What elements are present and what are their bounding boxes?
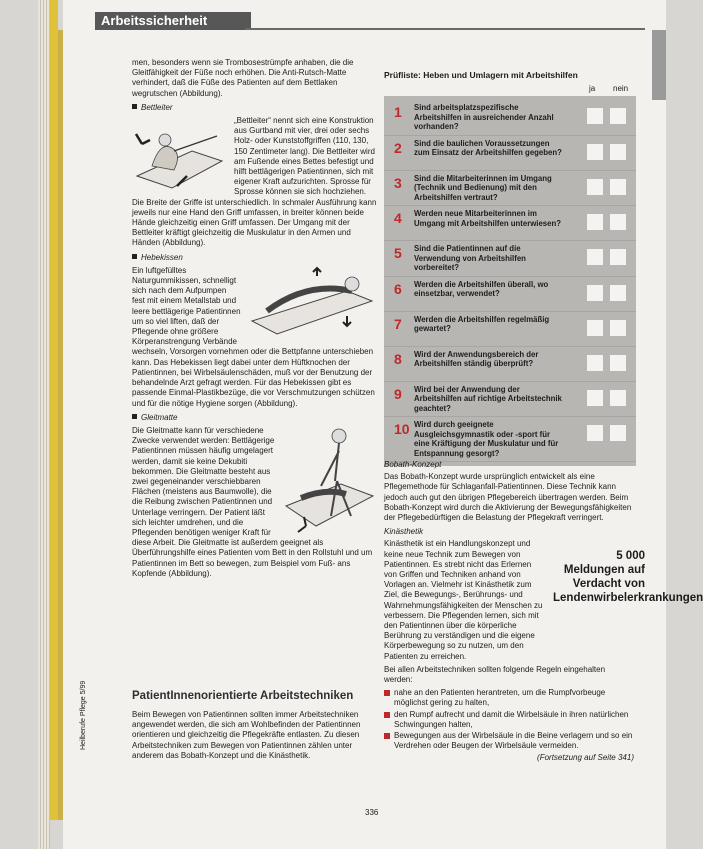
yes-checkbox[interactable] — [587, 249, 603, 265]
question-text: Sind die Mitarbeiterinnen im Umgang (Technik und Bedienung) mit den Arbeitshilfen vertraut? — [414, 173, 552, 202]
subheading-hebekissen: Hebekissen — [132, 253, 377, 263]
no-checkbox[interactable] — [610, 425, 626, 441]
question-text: Sind die baulichen Voraussetzungen zum Einsatz der Arbeitshilfen gegeben? — [414, 138, 562, 157]
title-rule — [245, 28, 645, 30]
question-text: Wird der Anwendungsbereich der Arbeitshilfen ständig überprüft? — [414, 349, 539, 368]
lifting-cushion-illustration — [247, 266, 377, 338]
yes-checkbox[interactable] — [587, 144, 603, 160]
slide-mat-illustration — [281, 426, 377, 536]
yes-checkbox[interactable] — [587, 425, 603, 441]
right-edge-tab — [652, 30, 666, 100]
column-yes: ja — [589, 84, 596, 93]
continued-note: (Fortsetzung auf Seite 341) — [537, 753, 634, 763]
checklist-row — [384, 171, 636, 207]
book-page-edges — [38, 0, 50, 849]
question-text: Werden die Arbeitshilfen regelmäßig gewartet? — [414, 314, 550, 333]
checklist-row — [384, 382, 636, 418]
question-number: 7 — [394, 315, 402, 332]
yes-checkbox[interactable] — [587, 355, 603, 371]
question-number: 10 — [394, 421, 410, 437]
intro-paragraph: men, besonders wenn sie Trombosestrümpfe anhaben, die die Gleitfähigkeit der Füße noch erhöhen. Die Anti-Rutsch-Matte verhindert, daß die Füße des Patienten auf dem Bettlaken wegrutschen (Abbildung). — [132, 58, 354, 98]
subheading-gleitmatte: Gleitmatte — [132, 413, 377, 423]
pull-quote: 5 000 Meldungen auf Verdacht von Lendenwirbelerkrankungen — [553, 550, 703, 604]
rules-list — [384, 688, 634, 751]
no-checkbox[interactable] — [610, 108, 626, 124]
bobath-text: Das Bobath-Konzept wurde ursprünglich entwickelt als eine Pflegemethode für Schlaganfall-Patientinnen. Diese Technik kann jedoch auch gut den übrigen Pflegebereich übertragen werden. Beim Bobath-Konzept wird durch die Aktivierung der Bewegungsfähigkeiten der Pflegebedürftigen die Belastung der Pflegekraft verringert. — [384, 472, 632, 523]
yes-checkbox[interactable] — [587, 390, 603, 406]
question-number: 4 — [394, 210, 402, 226]
question-number: 8 — [394, 350, 402, 367]
no-checkbox[interactable] — [610, 144, 626, 160]
question-text: Werden die Arbeitshilfen überall, wo einsetzbar, verwendet? — [414, 279, 549, 298]
hebekissen-text: Ein luftgefülltes Naturgummikissen, schnelligt sich nach dem Aufpumpen fest mit einem Metallstab und leere bettlägerige Patientinnen um so viel liften, daß der Pflegende ohne größere Körperanstrengung Verbände wechseln, Vorsorgen vornehmen oder die Bettpfanne unterschieben kann. Das Hebekissen liegt dabei unter dem Hüftknochen der Patientinnen, bei Wirbelsäulenschäden, muß vor der Benutzung der behandelnde Arzt gefragt werden. Für das Hebekissen gibt es passende Einmal-Plastikbezüge, die vor Verschmutzungen schützen und für die nötige Hygiene sorgen (Abbildung). — [132, 265, 375, 408]
rule-item: nahe an den Patienten herantreten, um die Rumpfvorbeuge möglichst gering zu halten, — [384, 688, 634, 708]
question-text: Wird durch geeignete Ausgleichsgymnastik oder -sport für eine Kräftigung der Muskulatur und für Entspannung gesorgt? — [414, 420, 559, 458]
checklist-title: Prüfliste: Heben und Umlagern mit Arbeitshilfen — [384, 70, 578, 80]
yes-checkbox[interactable] — [587, 108, 603, 124]
yes-checkbox[interactable] — [587, 285, 603, 301]
checklist-row — [384, 347, 636, 382]
question-text: Sind die Patientinnen auf die Verwendung von Arbeitshilfen vorbereitet? — [414, 244, 526, 272]
gleitmatte-text: Die Gleitmatte kann für verschiedene Zwecke verwendet werden: Bettlägerige Patientinnen müssen häufig umgelagert werden, damit sie keine Dekubiti bekommen. Die Gleitmatte besteht aus zwei gegeneinander verschiebbaren Flächen (meistens aus Baumwolle), die die Reibung zwischen Patientinnen und Unterlage verringern. Der Patient läßt sich leichter umdrehen, und die Pflegenden benötigen weniger Kraft für diese Arbeit. Die Gleitmatte ist außerdem geeignet als Überführungshilfe eines Patienten vom Bett in den Rollstuhl und um Patientinnen im Bett so bewegen, zum Beispiel vom Fuß- ans Kopfende (Abbildung). — [132, 425, 373, 578]
yellow-tab-edge — [50, 0, 58, 820]
question-number: 9 — [394, 385, 402, 402]
checklist-row — [384, 136, 636, 171]
checklist-row — [384, 100, 636, 136]
checklist-row — [384, 241, 636, 277]
right-column — [384, 456, 634, 764]
yes-checkbox[interactable] — [587, 320, 603, 336]
checklist-box — [384, 70, 636, 466]
checklist-row — [384, 312, 636, 347]
no-checkbox[interactable] — [610, 355, 626, 371]
page-number: 336 — [365, 808, 379, 817]
question-text: Werden neue Mitarbeiterinnen im Umgang mit Arbeitshilfen unterwiesen? — [414, 209, 562, 228]
kinaesthetik-heading: Kinästhetik — [384, 527, 424, 537]
bettleiter-text: „Bettleiter“ nennt sich eine Konstruktion aus Gurtband mit vier, drei oder sechs Holz- oder Kunststoffgriffen (110, 130, 150 Zentimeter lang). Die Bettleiter wird am Fußende eines Bettes befestigt und hilft bettlägerigen Patientinnen, sich mit eigener Kraft aufzurichten. Sprosse für Sprosse können sie sich hochziehen. Die Breite der Griffe ist unterschiedlich. In schmaler Ausführung kann jeweils nur eine Hand den Griff umfassen, in breiter können beide Hände gleichzeitig einen Griff umfassen. Der Umgang mit der Bettleiter kräftigt gleichzeitig die Muskulatur in den Armen und Händen (Abbildung). — [132, 116, 377, 248]
no-checkbox[interactable] — [610, 285, 626, 301]
question-number: 3 — [394, 174, 402, 191]
rule-item: den Rumpf aufrecht und damit die Wirbelsäule in ihren natürlichen Schwingungen halten, — [384, 710, 634, 730]
question-number: 5 — [394, 245, 402, 261]
no-checkbox[interactable] — [610, 390, 626, 406]
no-checkbox[interactable] — [610, 249, 626, 265]
checklist-items — [384, 96, 636, 466]
question-text: Sind arbeitsplatzspezifische Arbeitshilfen in ausreichender Anzahl vorhanden? — [414, 103, 554, 131]
rule-item: Bewegungen aus der Wirbelsäule in die Beine verlagern und so ein Verdrehen oder Beugen der Wirbelsäule vermeiden. — [384, 731, 634, 751]
checklist-row — [384, 277, 636, 312]
journal-side-label: Heilberufe Pflege 5/99 — [80, 680, 87, 750]
left-column — [132, 58, 377, 583]
bobath-heading: Bobath-Konzept — [384, 460, 442, 469]
question-number: 1 — [394, 104, 402, 120]
section-heading-techniques: PatientInnenorientierte Arbeitstechniken — [132, 690, 354, 702]
yes-checkbox[interactable] — [587, 214, 603, 230]
techniques-text: Beim Bewegen von Patientinnen sollten immer Arbeitstechniken angewendet werden, die sich am Wohlbefinden der Patientinnen orientieren und gleichzeitig die Pflegekräfte entlasten. Zu diesen Arbeitstechniken zum Bewegen von Patientinnen zählen unter anderem das Bobath-Konzept und die Kinästhetik. — [132, 710, 361, 760]
rules-intro: Bei allen Arbeitstechniken sollten folgende Regeln eingehalten werden: — [384, 664, 606, 685]
column-no: nein — [613, 84, 629, 93]
question-number: 6 — [394, 280, 402, 297]
section-title: Arbeitssicherheit — [95, 12, 251, 30]
kinaesthetik-text: Kinästhetik ist ein Handlungskonzept und keine neue Technik zum Bewegen von Patientinnen. Es strebt nicht das Erlernen von Griffen und Techniken anhand von Vorlagen an. Vielmehr ist Kinästhetik zum Ziel, die Bewegungs-, Berührungs- und Wahrnehmungsfähigkeiten der Menschen zu verbessern. Die Pflegenden lernen, sich mit den Patientinnen über die körperliche Berührung zu verständigen und die eigene Körperbewegung so zu nutzen, um den Patienten zu erreichen. — [384, 539, 543, 661]
question-text: Wird bei der Anwendung der Arbeitshilfen auf richtige Arbeitstechnik geachtet? — [414, 384, 562, 413]
bed-ladder-illustration — [132, 116, 228, 194]
no-checkbox[interactable] — [610, 179, 626, 195]
question-number: 2 — [394, 139, 402, 156]
no-checkbox[interactable] — [610, 320, 626, 336]
checklist-column-headers — [384, 84, 636, 96]
subheading-bettleiter: Bettleiter — [132, 103, 377, 113]
no-checkbox[interactable] — [610, 214, 626, 230]
yes-checkbox[interactable] — [587, 179, 603, 195]
checklist-row — [384, 206, 636, 241]
